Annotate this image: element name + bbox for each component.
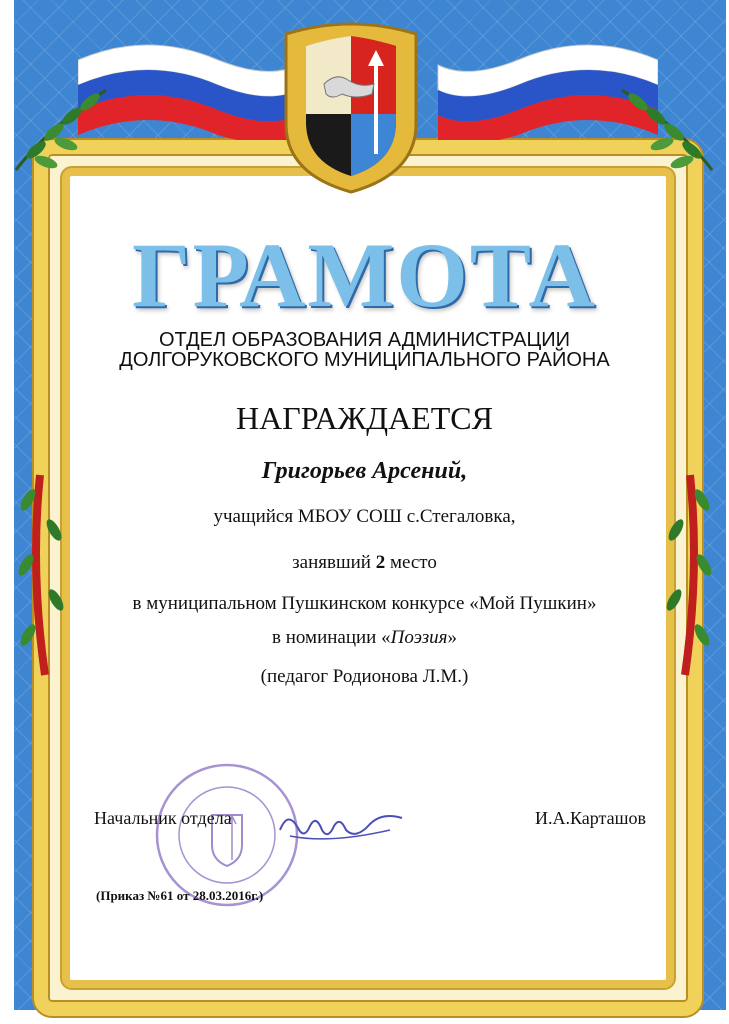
laurel-branch-icon: [6, 70, 116, 180]
certificate-title: ГРАМОТА: [131, 224, 597, 326]
district-coat-of-arms: [276, 14, 426, 194]
teacher-line: (педагог Родионова Л.М.): [260, 666, 469, 687]
place-prefix: занявший: [292, 552, 376, 573]
order-reference: (Приказ №61 от 28.03.2016г.): [96, 888, 264, 903]
awarded-heading: НАГРАЖДАЕТСЯ: [236, 400, 493, 436]
nomination-value: Поэзия: [390, 627, 448, 648]
student-school-line: учащийся МБОУ СОШ с.Стегаловка,: [213, 506, 516, 527]
nomination-prefix: в номинации «: [272, 627, 391, 648]
issuer-line-2: ДОЛГОРУКОВСКОГО МУНИЦИПАЛЬНОГО РАЙОНА: [119, 349, 610, 371]
place-value: 2: [375, 552, 386, 573]
recipient-name: Григорьев Арсений,: [261, 458, 468, 484]
signer-title: Начальник отдела: [94, 808, 232, 828]
place-suffix: место: [385, 552, 437, 573]
signature: [270, 800, 410, 850]
signer-name: И.А.Карташов: [535, 808, 646, 828]
nomination-line: [0, 627, 729, 649]
issuer-line-1: ОТДЕЛ ОБРАЗОВАНИЯ АДМИНИСТРАЦИИ: [158, 329, 570, 351]
place-line: [0, 552, 729, 574]
contest-line: в муниципальном Пушкинском конкурсе «Мой Пушкин»: [132, 593, 597, 614]
nomination-suffix: »: [447, 627, 457, 648]
laurel-branch-icon: [612, 70, 722, 180]
